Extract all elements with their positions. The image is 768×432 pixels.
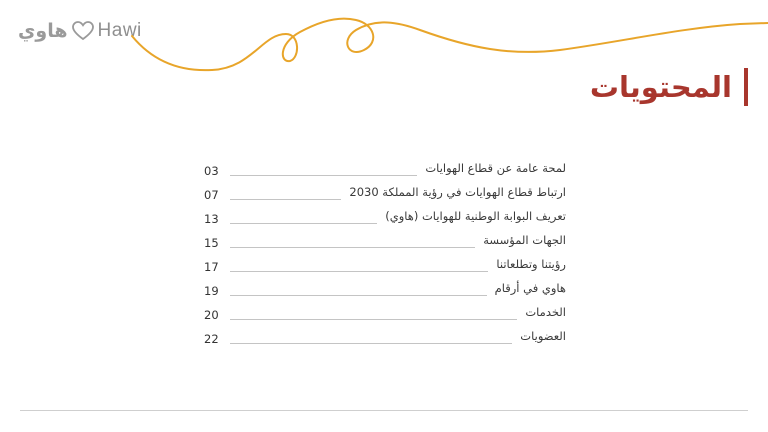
toc-page-number: 15 [204, 236, 219, 250]
toc-item-label: ارتباط قطاع الهوايات في رؤية المملكة 2030 [349, 185, 566, 199]
toc-item[interactable] [204, 184, 566, 208]
footer-divider [20, 410, 748, 411]
toc-leader-line [230, 175, 417, 176]
toc-item-label: الجهات المؤسسة [483, 233, 566, 247]
logo-english: Hawi [97, 20, 142, 41]
toc-leader-line [230, 271, 488, 272]
toc-page-number: 19 [204, 284, 219, 298]
toc-leader-line [230, 199, 341, 200]
toc-item[interactable] [204, 256, 566, 280]
toc-leader-line [230, 295, 487, 296]
toc-page-number: 03 [204, 164, 219, 178]
toc-page-number: 20 [204, 308, 219, 322]
table-of-contents [204, 160, 566, 352]
toc-page-number: 22 [204, 332, 219, 346]
toc-item[interactable] [204, 328, 566, 352]
toc-item-label: لمحة عامة عن قطاع الهوايات [425, 161, 566, 175]
toc-item-label: العضويات [520, 329, 566, 343]
toc-item[interactable] [204, 160, 566, 184]
toc-page-number: 07 [204, 188, 219, 202]
page-title [590, 66, 748, 108]
toc-item-label: هاوي في أرقام [494, 281, 566, 295]
page-title-text: المحتويات [589, 70, 732, 104]
toc-leader-line [230, 343, 512, 344]
toc-leader-line [230, 223, 377, 224]
logo-arabic: هاوي [18, 20, 68, 42]
toc-leader-line [230, 319, 517, 320]
title-accent-bar [744, 68, 748, 106]
toc-item-label: الخدمات [525, 305, 566, 319]
toc-item[interactable] [204, 232, 566, 256]
toc-item[interactable] [204, 280, 566, 304]
toc-item[interactable] [204, 304, 566, 328]
toc-item[interactable] [204, 208, 566, 232]
toc-item-label: تعريف البوابة الوطنية للهوايات (هاوي) [385, 209, 566, 223]
toc-leader-line [230, 247, 475, 248]
toc-item-label: رؤيتنا وتطلعاتنا [496, 257, 566, 271]
toc-page-number: 17 [204, 260, 219, 274]
toc-page-number: 13 [204, 212, 219, 226]
